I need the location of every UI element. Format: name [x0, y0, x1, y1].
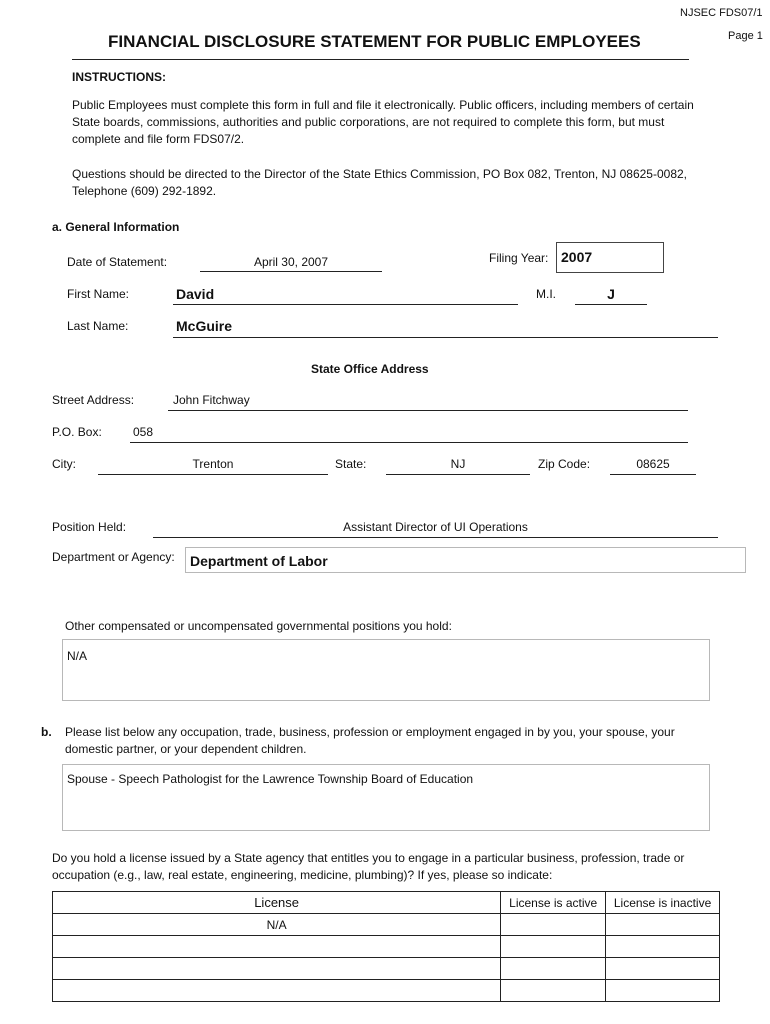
general-info-heading: a. General Information [52, 220, 180, 234]
department-value: Department of Labor [190, 553, 328, 569]
city-field[interactable] [98, 474, 328, 475]
license-cell[interactable] [53, 958, 501, 980]
pobox-label: P.O. Box: [52, 425, 102, 439]
license-header: License [53, 892, 501, 914]
date-field[interactable] [200, 271, 382, 272]
last-name-value: McGuire [176, 318, 233, 334]
zip-field[interactable] [610, 474, 696, 475]
license-active-header: License is active [501, 892, 606, 914]
state-field[interactable] [386, 474, 530, 475]
license-table [52, 891, 720, 1002]
table-row [53, 958, 720, 980]
license-inactive-cell[interactable] [606, 980, 720, 1002]
last-name-field[interactable] [173, 337, 718, 338]
license-header-row [53, 892, 720, 914]
license-question: Do you hold a license issued by a State agency that entitles you to engage in a particular business, profession, trade or occupation (e.g., law, real estate, engineering, medicine, plumbing)? If yes, please so indicate: [52, 851, 685, 882]
license-cell[interactable] [53, 980, 501, 1002]
title-rule [72, 59, 689, 60]
filing-year-label: Filing Year: [489, 251, 549, 265]
pobox-field[interactable] [130, 442, 688, 443]
city-value: Trenton [192, 457, 234, 471]
street-label: Street Address: [52, 393, 135, 407]
date-value: April 30, 2007 [253, 255, 329, 269]
state-value: NJ [450, 457, 466, 471]
filing-year-value: 2007 [561, 249, 593, 265]
position-label: Position Held: [52, 520, 127, 534]
first-name-field[interactable] [173, 304, 518, 305]
mi-label: M.I. [536, 287, 556, 301]
license-inactive-cell[interactable] [606, 936, 720, 958]
date-label: Date of Statement: [67, 255, 168, 269]
occupation-value: Spouse - Speech Pathologist for the Lawrence Township Board of Education [67, 772, 474, 786]
zip-value: 08625 [636, 457, 670, 471]
department-field[interactable] [185, 547, 746, 573]
section-b-question: Please list below any occupation, trade, business, profession or employment engaged in by you, your spouse, your domestic partner, or your dependent children. [65, 725, 675, 756]
last-name-label: Last Name: [67, 319, 129, 333]
page-label: Page 1 [728, 30, 763, 42]
table-row [53, 980, 720, 1002]
license-cell[interactable]: N/A [53, 914, 501, 936]
filing-year-field[interactable] [556, 242, 664, 273]
license-inactive-cell[interactable] [606, 958, 720, 980]
license-active-cell[interactable] [501, 958, 606, 980]
instructions-paragraph-1: Public Employees must complete this form in full and file it electronically. Public officers, including members of certain State boards, commissions, authorities and public corporations, are not required to complete this form, but must complete and file form FDS07/2. [72, 98, 694, 146]
city-label: City: [52, 457, 76, 471]
other-positions-label: Other compensated or uncompensated governmental positions you hold: [65, 619, 452, 633]
position-value: Assistant Director of UI Operations [343, 520, 528, 534]
street-field[interactable] [168, 410, 688, 411]
license-cell[interactable] [53, 936, 501, 958]
pobox-value: 058 [133, 425, 154, 439]
instructions-heading: INSTRUCTIONS: [72, 70, 166, 84]
zip-label: Zip Code: [538, 457, 591, 471]
position-field[interactable] [153, 537, 718, 538]
occupation-field[interactable] [62, 764, 710, 831]
license-active-cell[interactable] [501, 980, 606, 1002]
other-positions-field[interactable] [62, 639, 710, 701]
license-active-cell[interactable] [501, 936, 606, 958]
table-row [53, 936, 720, 958]
mi-value: J [607, 286, 615, 302]
department-label: Department or Agency: [52, 550, 175, 564]
first-name-value: David [176, 286, 215, 302]
other-positions-value: N/A [67, 649, 88, 663]
first-name-label: First Name: [67, 287, 130, 301]
state-office-address-heading: State Office Address [311, 362, 429, 376]
form-code: NJSEC FDS07/1 [680, 7, 763, 19]
license-active-cell[interactable] [501, 914, 606, 936]
state-label: State: [335, 457, 367, 471]
table-row [53, 914, 720, 936]
license-inactive-cell[interactable] [606, 914, 720, 936]
page-title: FINANCIAL DISCLOSURE STATEMENT FOR PUBLIC EMPLOYEES [108, 32, 641, 51]
instructions-paragraph-2: Questions should be directed to the Director of the State Ethics Commission, PO Box 082, Trenton, NJ 08625-0082, Telephone (609) 292-1892. [72, 167, 687, 198]
mi-field[interactable] [575, 304, 647, 305]
section-b-letter: b. [41, 725, 52, 739]
license-inactive-header: License is inactive [606, 892, 720, 914]
street-value: John Fitchway [173, 393, 250, 407]
